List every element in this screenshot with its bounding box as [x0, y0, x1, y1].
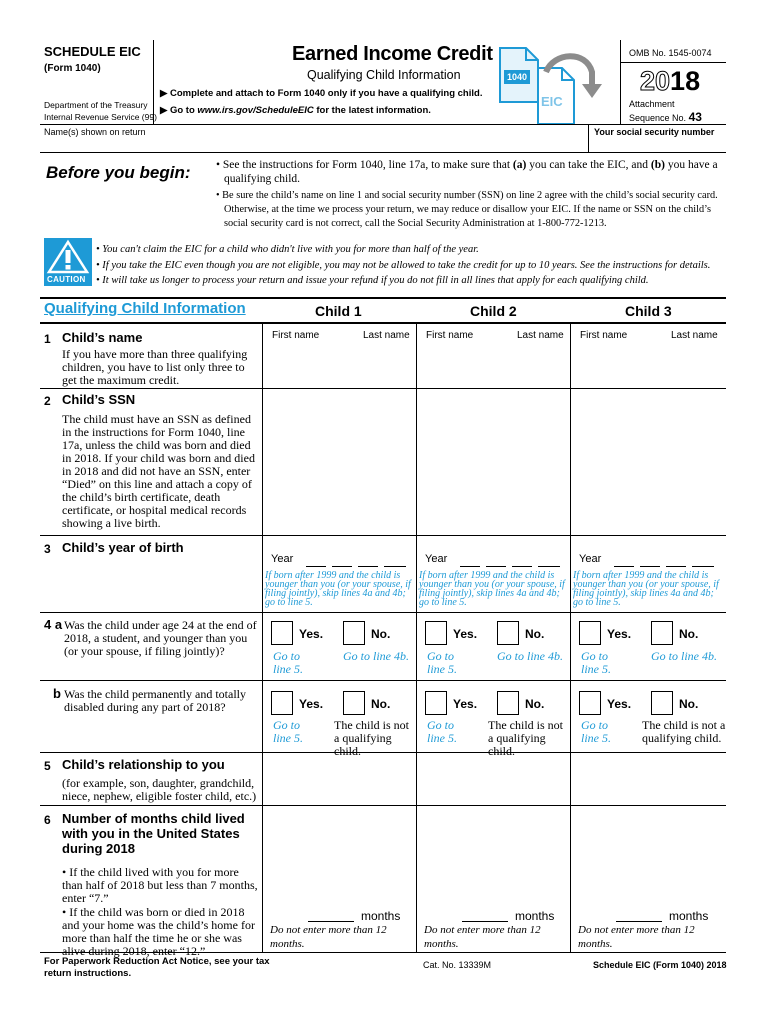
sequence-label	[629, 110, 702, 124]
before-you-begin-title: Before you begin:	[46, 163, 191, 182]
child-2-months-note: Do not enter more than 12 months.	[424, 924, 541, 950]
line-5-text: (for example, son, daughter, grandchild, niece, nephew, eligible foster child, etc.)	[62, 776, 257, 803]
child-2-year-label: Year	[425, 553, 448, 565]
child-2-4a-goto-line5: Go to line 5.	[427, 649, 457, 676]
child-1-4b-no-checkbox[interactable]	[343, 691, 365, 715]
child-3-name-field[interactable]	[572, 344, 724, 386]
child-1-name-field[interactable]	[264, 344, 414, 386]
child-2-year-note: If born after 1999 and the child is younger than you (or your spouse, if filing jointly), skip lines 4a and 4b; go to line 5.	[419, 570, 565, 608]
section-title: Qualifying Child Information	[44, 300, 246, 317]
child-2-header: Child 2	[470, 303, 517, 319]
sequence-number: 43	[688, 110, 702, 124]
child-2-4b-yes-label: Yes.	[453, 697, 478, 711]
ssn-field[interactable]	[594, 138, 724, 152]
irs-label: Internal Revenue Service (99)	[44, 112, 157, 122]
child-3-4a-goto-line5: Go to line 5.	[581, 649, 611, 676]
child-2-4a-goto-4b: Go to line 4b.	[497, 649, 563, 663]
attach-instruction-text: Complete and attach to Form 1040 only if you have a qualifying child.	[169, 88, 483, 99]
caution-bullet-2: • If you take the EIC even though you are not eligible, you may not be allowed to take the credit for up to 10 years. See the instructions for details.	[96, 259, 711, 271]
child-3-4a-yes-label: Yes.	[607, 627, 632, 641]
child-3-header: Child 3	[625, 303, 672, 319]
line-4b-text: Was the child permanently and totally disabled during any part of 2018?	[64, 687, 246, 714]
line-2-number: 2	[44, 394, 51, 408]
line-4a-text: Was the child under age 24 at the end of 2018, a student, and younger than you (or your spouse, if filing jointly)?	[64, 618, 257, 658]
line-3-number: 3	[44, 542, 51, 556]
website-instruction	[160, 105, 431, 116]
child-1-4a-no-label: No.	[371, 627, 391, 641]
form-title: Earned Income Credit	[292, 43, 493, 65]
child-3-4b-no-label: No.	[679, 697, 699, 711]
form-subtitle: Qualifying Child Information	[307, 68, 461, 82]
line-4a-number: 4 a	[44, 617, 63, 632]
tax-year-bold: 18	[670, 66, 701, 96]
ssn-label: Your social security number	[594, 127, 715, 137]
child-3-4a-yes-checkbox[interactable]	[579, 621, 601, 645]
child-3-year-field[interactable]	[612, 552, 716, 567]
child-1-relationship-field[interactable]	[264, 754, 414, 803]
caution-text	[96, 242, 726, 289]
icon-1040-label: 1040	[507, 72, 528, 82]
caution-bullet-3: • It will take us longer to process your return and issue your refund if you do not fill in all lines that apply for each qualifying child.	[96, 275, 649, 286]
before-bullet-1: • See the instructions for Form 1040, line 17a, to make sure that (a) you can take the EIC, and (b) you have a qualifying child.	[216, 159, 718, 185]
child-3-year-label: Year	[579, 553, 602, 565]
child-2-4b-no-checkbox[interactable]	[497, 691, 519, 715]
child-1-year-note: If born after 1999 and the child is younger than you (or your spouse, if filing jointly), skip lines 4a and 4b; go to line 5.	[265, 570, 411, 608]
child-3-first-name-label: First name	[580, 330, 628, 341]
child-2-last-name-label: Last name	[517, 330, 564, 341]
child-1-months-note: Do not enter more than 12 months.	[270, 924, 387, 950]
child-1-4a-no-checkbox[interactable]	[343, 621, 365, 645]
catalog-number: Cat. No. 13339M	[423, 960, 492, 970]
footer-form-id: Schedule EIC (Form 1040) 2018	[593, 960, 727, 970]
names-shown-label: Name(s) shown on return	[44, 127, 146, 137]
child-3-months-label: months	[669, 909, 709, 923]
line-6-number: 6	[44, 813, 51, 827]
child-2-relationship-field[interactable]	[418, 754, 568, 803]
caution-label: CAUTION	[47, 275, 86, 284]
line-5-title: Child’s relationship to you	[62, 757, 225, 772]
child-3-year-note: If born after 1999 and the child is younger than you (or your spouse, if filing jointly), skip lines 4a and 4b; go to line 5.	[573, 570, 719, 608]
child-1-4a-yes-checkbox[interactable]	[271, 621, 293, 645]
line-5-number: 5	[44, 759, 51, 773]
child-2-4b-no-label: No.	[525, 697, 545, 711]
paperwork-notice: For Paperwork Reduction Act Notice, see your tax return instructions.	[44, 956, 270, 979]
child-3-relationship-field[interactable]	[572, 754, 724, 803]
child-2-months-label: months	[515, 909, 555, 923]
child-1-4b-not-qualifying: The child is not a qualifying child.	[334, 718, 409, 758]
child-1-year-label: Year	[271, 553, 294, 565]
caution-bullet-1: • You can't claim the EIC for a child who didn't live with you for more than half of the year.	[96, 244, 479, 255]
child-1-months-label: months	[361, 909, 401, 923]
child-1-year-field[interactable]	[304, 552, 408, 567]
child-3-ssn-field[interactable]	[572, 390, 724, 533]
line-1-number: 1	[44, 332, 51, 346]
child-3-last-name-label: Last name	[671, 330, 718, 341]
child-3-4b-yes-label: Yes.	[607, 697, 632, 711]
line-2-title: Child’s SSN	[62, 392, 136, 407]
line-4b-number: b	[53, 686, 61, 701]
attachment-label: Attachment	[629, 99, 675, 109]
line-6-bullet-1: • If the child lived with you for more than half of 2018 but less than 7 months, enter “7.”	[62, 865, 258, 905]
child-3-4b-yes-checkbox[interactable]	[579, 691, 601, 715]
child-2-4a-no-label: No.	[525, 627, 545, 641]
child-1-last-name-label: Last name	[363, 330, 410, 341]
before-bullet-2: • Be sure the child’s name on line 1 and social security number (SSN) on line 2 agree with the child’s social security card. Otherwise, at the time we process your return, we may reduce or disallow your EIC. If the name or SSN on the child’s social security card is not correct, call the Social Security Administration at 1-800-772-1213.	[216, 190, 718, 229]
child-1-4a-yes-label: Yes.	[299, 627, 324, 641]
line-6-bullet-2: • If the child was born or died in 2018 and your home was the child’s home for more than half the time he or she was alive during 2018, enter “12.”	[62, 905, 255, 958]
child-2-4a-no-checkbox[interactable]	[497, 621, 519, 645]
sequence-text: Sequence No.	[629, 113, 687, 123]
line-6-title: Number of months child lived with you in the United States during 2018	[62, 811, 245, 856]
department-label: Department of the Treasury	[44, 100, 148, 110]
tax-year	[640, 66, 700, 96]
child-1-header: Child 1	[315, 303, 362, 319]
website-link[interactable]: www.irs.gov/ScheduleEIC	[197, 105, 314, 116]
child-1-first-name-label: First name	[272, 330, 320, 341]
child-1-months-field[interactable]	[306, 906, 356, 921]
child-1-ssn-field[interactable]	[264, 390, 414, 533]
schedule-label: SCHEDULE EIC	[44, 44, 141, 59]
attach-instruction	[160, 88, 482, 99]
child-2-months-field[interactable]	[460, 906, 510, 921]
child-1-4a-goto-line5: Go to line 5.	[273, 649, 303, 676]
child-1-4b-goto-line5: Go to line 5.	[273, 718, 303, 745]
child-3-4b-no-checkbox[interactable]	[651, 691, 673, 715]
child-3-4b-not-qualifying: The child is not a qualifying child.	[642, 718, 726, 745]
tax-year-outline: 20	[640, 66, 671, 96]
child-1-4b-yes-label: Yes.	[299, 697, 324, 711]
line-3-title: Child’s year of birth	[62, 540, 184, 555]
child-2-ssn-field[interactable]	[418, 390, 568, 533]
icon-eic-label: EIC	[541, 94, 563, 109]
child-1-4b-yes-checkbox[interactable]	[271, 691, 293, 715]
line-2-text: The child must have an SSN as defined in the instructions for Form 1040, line 17a, unless the child was born and died in 2018. If your child was born and died in 2018 and did not have an SSN, enter “Died” on this line and attach a copy of the child’s birth certificate, death certificate, or hospital medical records showing a live birth.	[62, 412, 255, 530]
triangle-bullet-icon: ▶	[160, 88, 168, 99]
child-3-4a-no-checkbox[interactable]	[651, 621, 673, 645]
child-3-months-field[interactable]	[614, 906, 664, 921]
line-1-text: If you have more than three qualifying children, you have to list only three to get the maximum credit.	[62, 347, 248, 387]
website-pre: Go to	[169, 105, 198, 116]
omb-number: OMB No. 1545-0074	[629, 48, 712, 58]
form-reference: (Form 1040)	[44, 63, 101, 74]
triangle-bullet-icon: ▶	[160, 105, 168, 116]
child-2-4a-yes-checkbox[interactable]	[425, 621, 447, 645]
child-1-4a-goto-4b: Go to line 4b.	[343, 649, 409, 663]
child-2-first-name-label: First name	[426, 330, 474, 341]
website-post: for the latest information.	[313, 105, 431, 116]
child-3-4b-goto-line5: Go to line 5.	[581, 718, 611, 745]
child-2-name-field[interactable]	[418, 344, 568, 386]
name-field[interactable]	[44, 138, 584, 152]
child-2-4b-yes-checkbox[interactable]	[425, 691, 447, 715]
child-3-4a-no-label: No.	[679, 627, 699, 641]
child-1-4b-no-label: No.	[371, 697, 391, 711]
form-exchange-icon	[494, 46, 616, 126]
child-2-4b-goto-line5: Go to line 5.	[427, 718, 457, 745]
child-3-4a-goto-4b: Go to line 4b.	[651, 649, 717, 663]
child-3-months-note: Do not enter more than 12 months.	[578, 924, 695, 950]
child-2-4a-yes-label: Yes.	[453, 627, 478, 641]
line-1-title: Child’s name	[62, 330, 143, 345]
child-2-4b-not-qualifying: The child is not a qualifying child.	[488, 718, 563, 758]
child-2-year-field[interactable]	[458, 552, 562, 567]
